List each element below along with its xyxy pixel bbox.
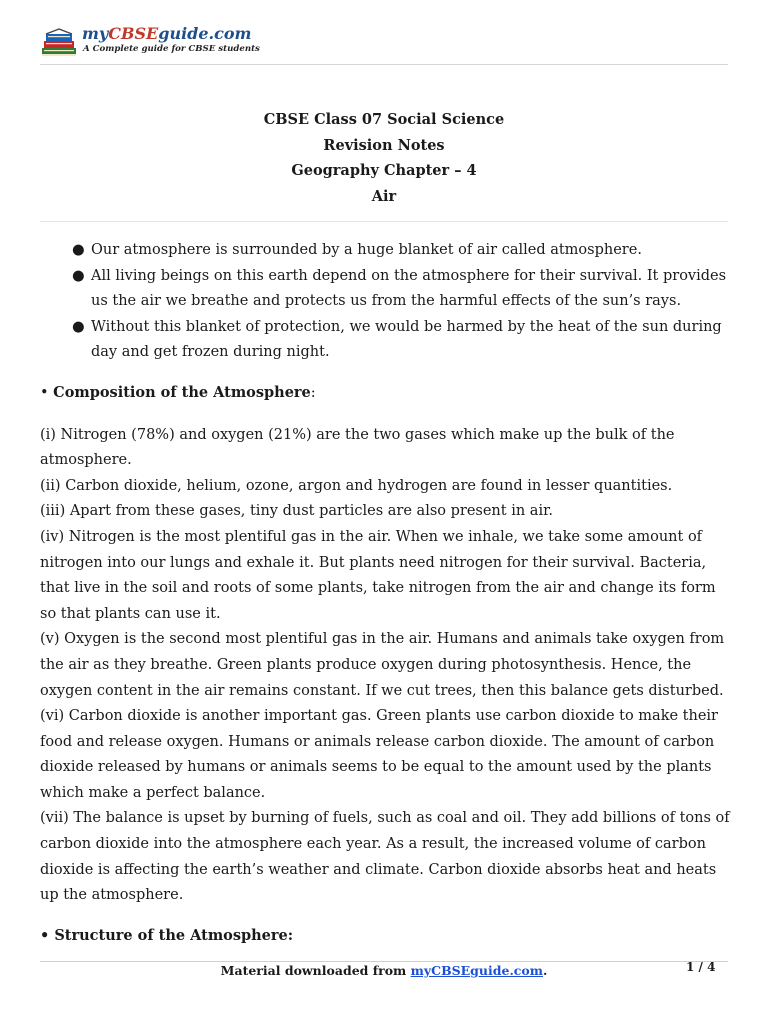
composition-point: (vii) The balance is upset by burning of fuels, such as coal and oil. They add billions of tons of carbon dioxide into the atmosphere each year. As a result, the increased volume of carbon dioxide is affecting the earth’s weather and climate. Carbon dioxide absorbs heat and heats up the atmosphere. xyxy=(40,810,730,904)
title-line-2: Revision Notes xyxy=(323,136,445,154)
logo-wordmark: myCBSEguide.com xyxy=(82,24,252,43)
page-number: 1 / 4 xyxy=(686,960,716,974)
footer-site-link[interactable]: myCBSEguide.com xyxy=(410,963,543,978)
bullet-icon: ● xyxy=(72,267,85,284)
logo-tagline: A Complete guide for CBSE students xyxy=(83,44,260,54)
list-item: ● Without this blanket of protection, we would be harmed by the heat of the sun during day and get frozen during night. xyxy=(40,315,730,366)
composition-point: (v) Oxygen is the second most plentiful gas in the air. Humans and animals take oxygen from the air as they breathe. Green plants produce oxygen during photosynthesis. Hence, the oxygen content in the air remains constant. If we cut trees, then this balance gets disturbed. xyxy=(40,631,725,699)
document-body xyxy=(40,238,730,949)
title-divider xyxy=(40,221,728,222)
intro-bullet-list xyxy=(40,238,730,366)
title-line-1: CBSE Class 07 Social Science xyxy=(263,111,505,128)
header-divider xyxy=(40,64,728,65)
bullet-icon: ● xyxy=(72,318,85,335)
composition-point: (vi) Carbon dioxide is another important gas. Green plants use carbon dioxide to make their food and release oxygen. Humans or animals release carbon dioxide. The amount of carbon dioxide released by humans or animals seems to be equal to the amount used by the plants which make a perfect balance. xyxy=(40,708,718,801)
title-line-4: Air xyxy=(371,187,397,205)
composition-point: (ii) Carbon dioxide, helium, ozone, argon and hydrogen are found in lesser quantities. xyxy=(40,477,673,494)
composition-point: (iii) Apart from these gases, tiny dust particles are also present in air. xyxy=(40,503,554,520)
document-title xyxy=(0,107,768,209)
page-header xyxy=(0,0,768,66)
list-item: ● All living beings on this earth depend on the atmosphere for their survival. It provides us the air we breathe and protects us from the harmful effects of the sun’s rays. xyxy=(40,264,730,315)
title-line-3: Geography Chapter – 4 xyxy=(291,162,477,179)
site-logo[interactable] xyxy=(40,24,260,60)
composition-point: (iv) Nitrogen is the most plentiful gas in the air. When we inhale, we take some amount of nitrogen into our lungs and exhale it. But plants need nitrogen for their survival. Bacteria, that live in the soil and roots of some plants, take nitrogen from the air and change its form so that plants can use it. xyxy=(40,528,716,622)
books-icon xyxy=(40,28,80,58)
footer-divider xyxy=(40,961,728,962)
section-heading-structure: • Structure of the Atmosphere: xyxy=(40,926,294,944)
list-item: ● Our atmosphere is surrounded by a huge blanket of air called atmosphere. xyxy=(40,238,730,264)
composition-point: (i) Nitrogen (78%) and oxygen (21%) are the two gases which make up the bulk of the atmosphere. xyxy=(40,426,675,469)
page-footer: Material downloaded from myCBSEguide.com. xyxy=(220,963,548,978)
section-heading-composition: • Composition of the Atmosphere: xyxy=(40,383,316,401)
bullet-icon: ● xyxy=(72,242,85,258)
